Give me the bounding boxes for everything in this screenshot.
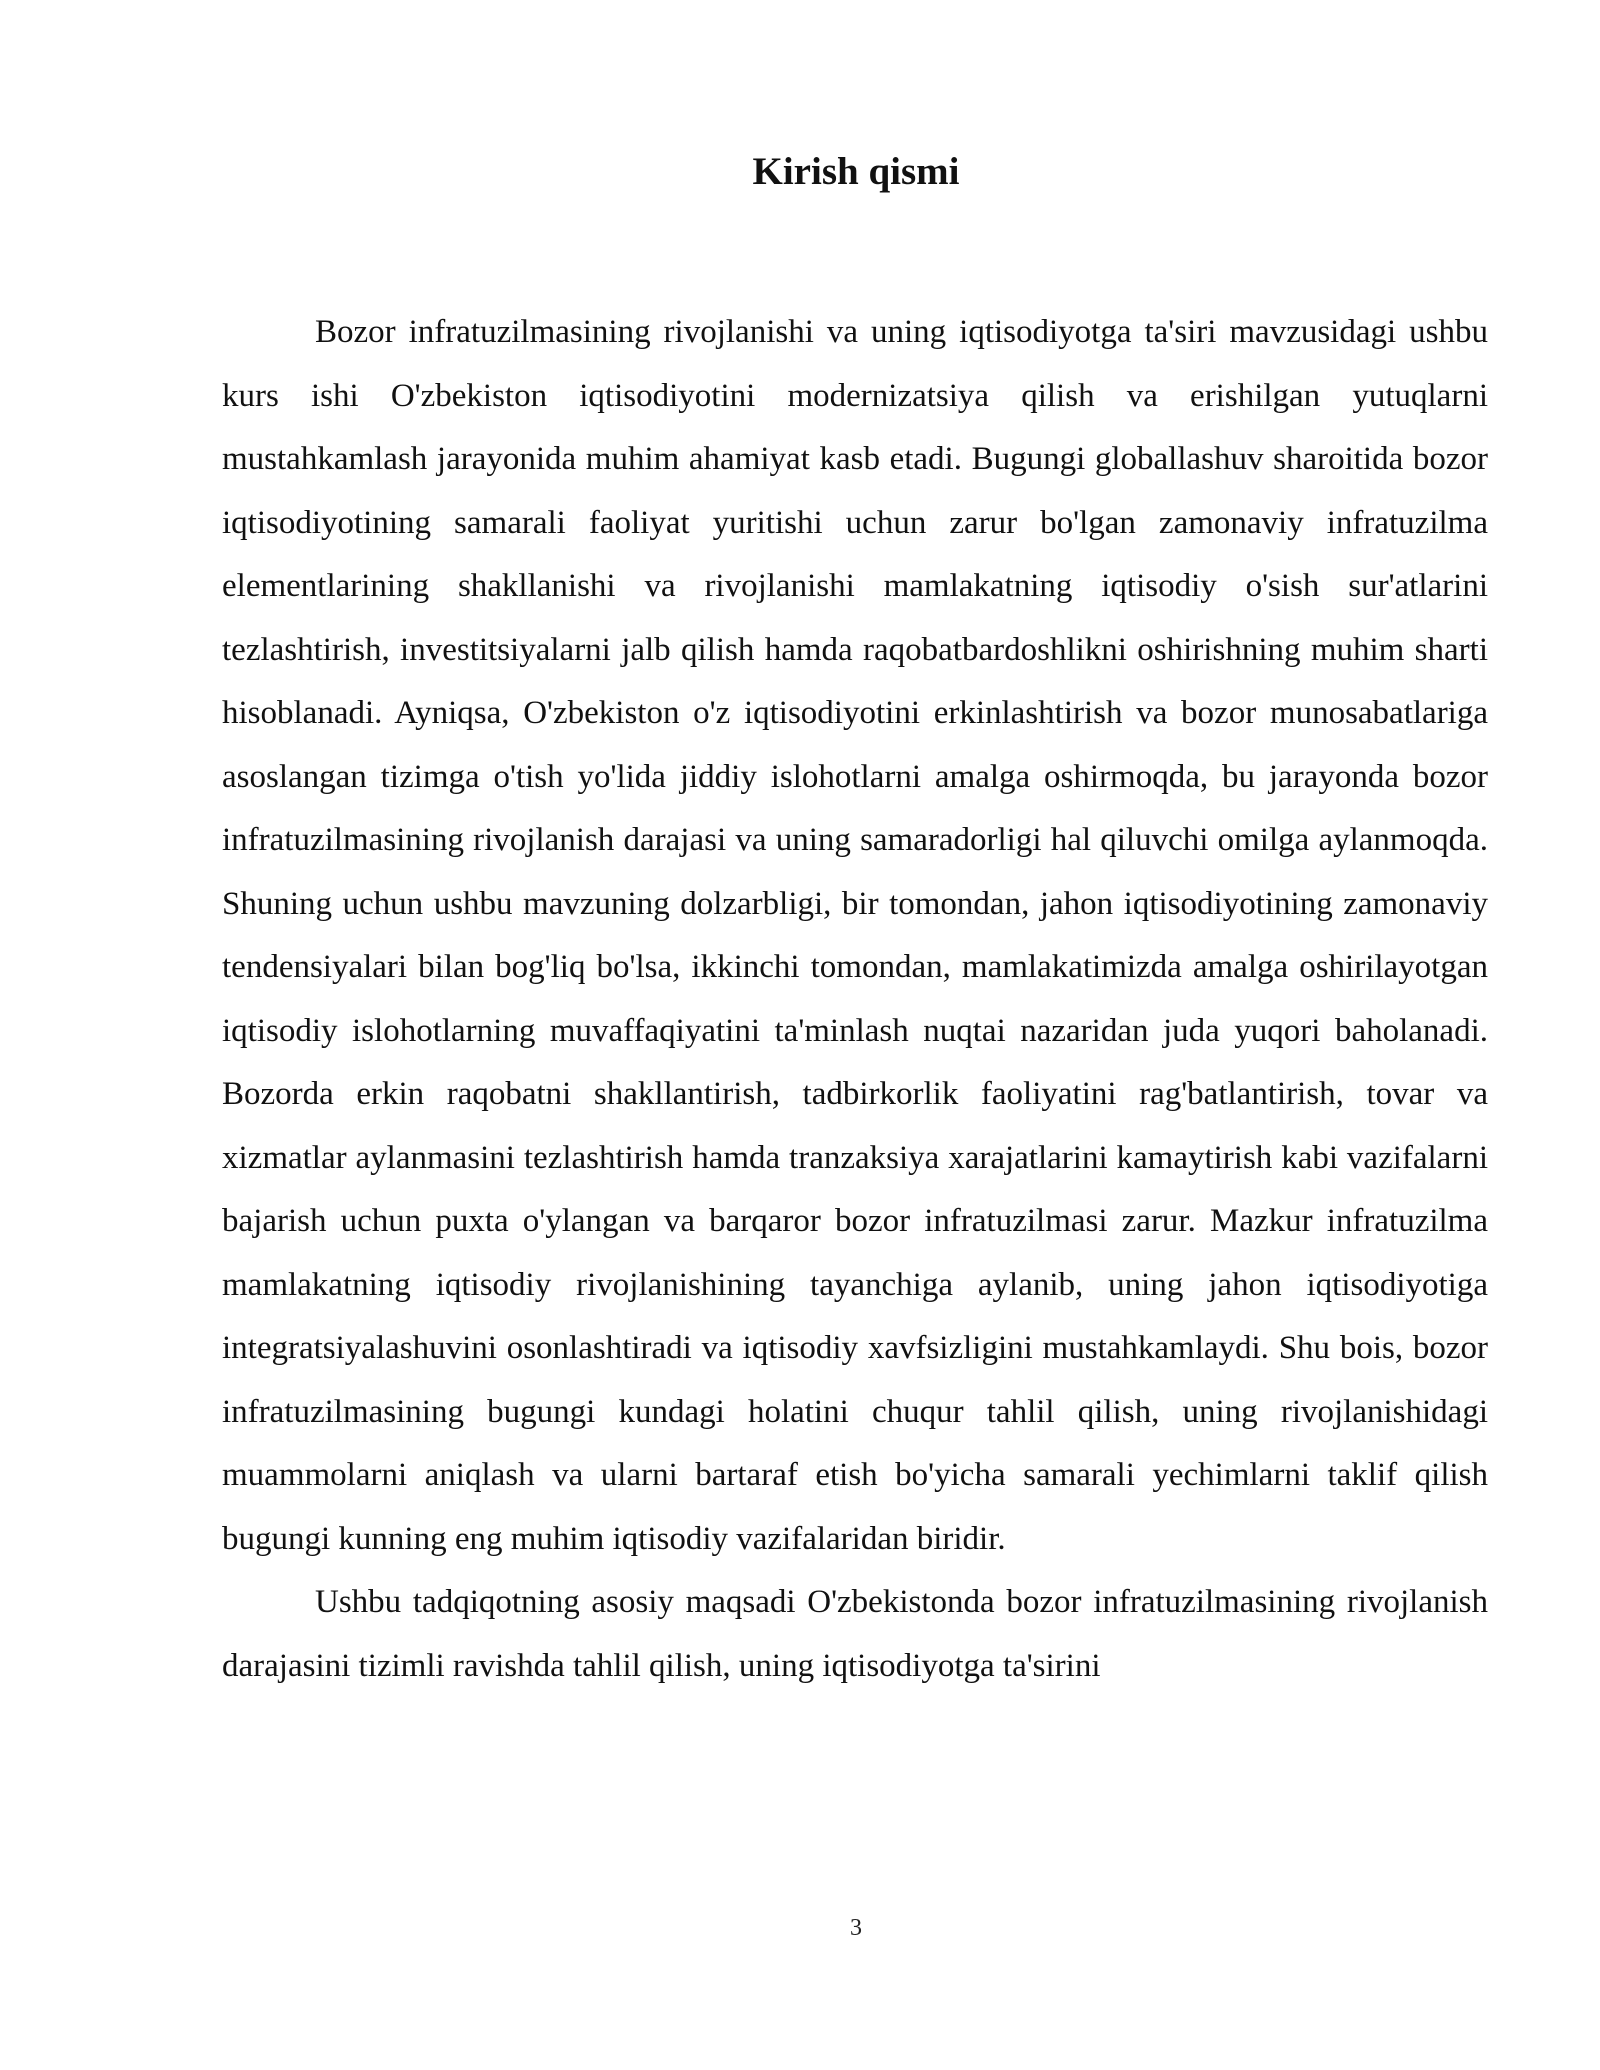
paragraph: Bozor infratuzilmasining rivojlanishi va uning iqtisodiyotga ta'siri mavzusidagi ushbu kurs ishi O'zbekiston iqtisodiyotini modernizatsiya qilish va erishilgan yutuqlarni mustahkamlash jarayonida muhim ahamiyat kasb etadi. Bugungi globallashuv sharoitida bozor iqtisodiyotining samarali faoliyat yuritishi uchun zarur bo'lgan zamonaviy infratuzilma elementlarining shakllanishi va rivojlanishi mamlakatning iqtisodiy o'sish sur'atlarini tezlashtirish, investitsiyalarni jalb qilish hamda raqobatbardoshlikni oshirishning muhim sharti hisoblanadi. Ayniqsa, O'zbekiston o'z iqtisodiyotini erkinlashtirish va bozor munosabatlariga asoslangan tizimga o'tish yo'lida jiddiy islohotlarni amalga oshirmoqda, bu jarayonda bozor infratuzilmasining rivojlanish darajasi va uning samaradorligi hal qiluvchi omilga aylanmoqda. Shuning uchun ushbu mavzuning dolzarbligi, bir tomondan, jahon iqtisodiyotining zamonaviy tendensiyalari bilan bog'liq bo'lsa, ikkinchi tomondan, mamlakatimizda amalga oshirilayotgan iqtisodiy islohotlarning muvaffaqiyatini ta'minlash nuqtai nazaridan juda yuqori baholanadi. Bozorda erkin raqobatni shakllantirish, tadbirkorlik faoliyatini rag'batlantirish, tovar va xizmatlar aylanmasini tezlashtirish hamda tranzaksiya xarajatlarini kamaytirish kabi vazifalarni bajarish uchun puxta o'ylangan va barqaror bozor infratuzilmasi zarur. Mazkur infratuzilma mamlakatning iqtisodiy rivojlanishining tayanchiga aylanib, uning jahon iqtisodiyotiga integratsiyalashuvini osonlashtiradi va iqtisodiy xavfsizligini mustahkamlaydi. Shu bois, bozor infratuzilmasining bugungi kundagi holatini chuqur tahlil qilish, uning rivojlanishidagi muammolarni aniqlash va ularni bartaraf etish bo'yicha samarali yechimlarni taklif qilish bugungi kunning eng muhim iqtisodiy vazifalaridan biridir. — [222, 314, 1488, 1557]
body-text — [222, 301, 1488, 1698]
page-title: Kirish qismi — [752, 150, 960, 193]
page-number: 3 — [850, 1915, 862, 1941]
paragraph: Ushbu tadqiqotning asosiy maqsadi O'zbekistonda bozor infratuzilmasining rivojlanish darajasini tizimli ravishda tahlil qilish, uning iqtisodiyotga ta'sirini — [222, 1584, 1488, 1684]
